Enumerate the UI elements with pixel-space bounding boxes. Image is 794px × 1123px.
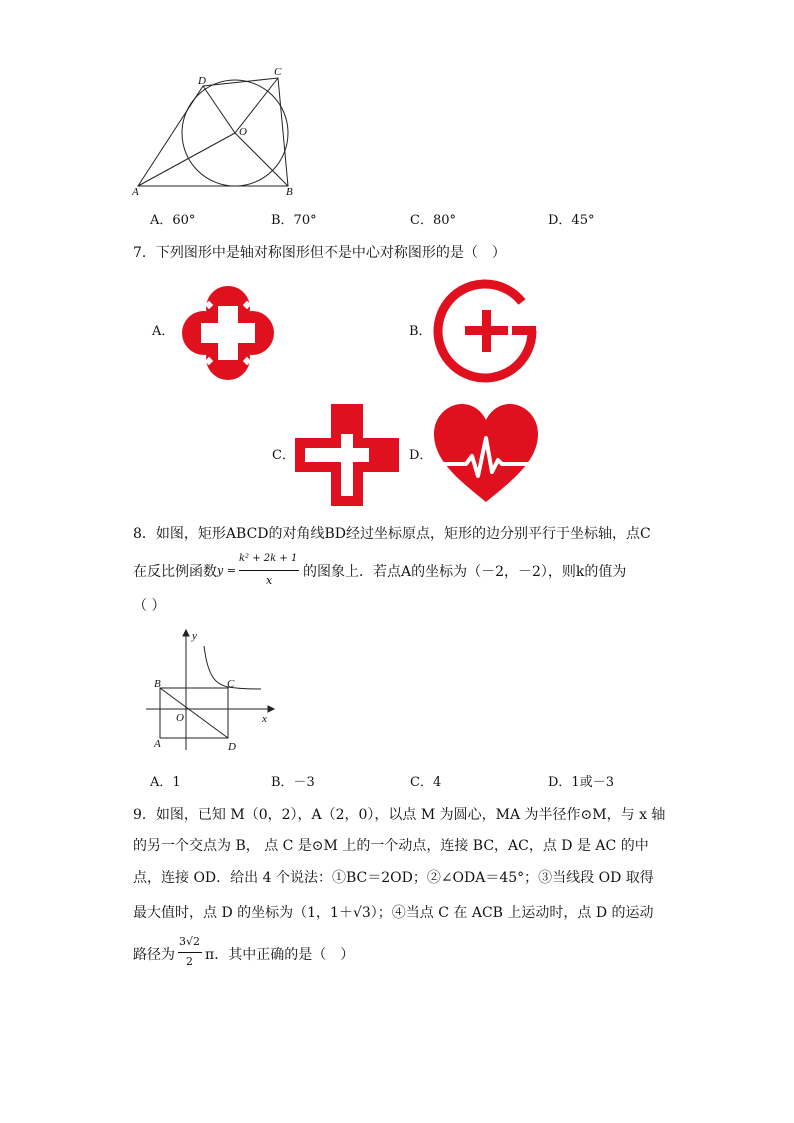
- q9-line4: 最大值时，点 D 的坐标为（1，1＋√3）；④当点 C 在 ACB 上运动时，点 D 的运动: [133, 905, 654, 921]
- y-axis-arrow: [183, 630, 189, 636]
- segment-ao: [138, 133, 235, 186]
- fraction-bar: [178, 952, 202, 953]
- label-b: B: [154, 678, 161, 690]
- fraction-bar: [239, 570, 299, 571]
- q9-line5-prefix: 路径为: [133, 947, 175, 963]
- q8-line2-prefix: 在反比例函数: [133, 564, 217, 580]
- q9-fraction: [177, 935, 205, 975]
- q7-stem: 7．下列图形中是轴对称图形但不是中心对称图形的是（ ）: [133, 245, 506, 261]
- label-d: D: [228, 741, 236, 753]
- label-x: x: [262, 713, 267, 725]
- x-axis-arrow: [268, 706, 274, 712]
- ring-plus-icon[interactable]: [432, 278, 542, 384]
- red-cross-flower-icon[interactable]: [178, 284, 278, 382]
- segment-do: [203, 86, 235, 133]
- q8-line2-suffix: 的图象上．若点A的坐标为（－2，－2），则k的值为: [303, 564, 627, 580]
- q8-option-d[interactable]: D．1或－3: [548, 775, 614, 790]
- q9-line2: 的另一个交点为 B， 点 C 是⊙M 上的一个动点，连接 BC，AC，点 D 是 AC 的中: [133, 838, 649, 854]
- q9-line3: 点，连接 OD．给出 4 个说法：①BC＝2OD；②∠ODA＝45°；③当线段 OD 取得: [133, 870, 654, 886]
- q6-option-b[interactable]: B．70°: [271, 213, 317, 228]
- label-c: C: [227, 678, 235, 690]
- q8-option-b[interactable]: B．－3: [271, 775, 315, 790]
- q8-line1: 8．如图，矩形ABCD的对角线BD经过坐标原点，矩形的边分别平行于坐标轴，点C: [133, 526, 651, 542]
- q7-option-d-label[interactable]: D．: [409, 448, 433, 463]
- q8-option-c[interactable]: C．4: [410, 775, 442, 790]
- formula-y: y =: [217, 564, 236, 577]
- q7-option-c-label[interactable]: C．: [272, 448, 295, 463]
- label-y: y: [192, 630, 197, 642]
- cross-outline-icon[interactable]: [293, 402, 401, 508]
- diagonal-bd: [160, 688, 228, 738]
- segment-oc: [235, 78, 278, 133]
- label-a: A: [154, 738, 161, 750]
- heartbeat-heart-icon[interactable]: [432, 402, 540, 506]
- q8-formula: [217, 552, 307, 592]
- label-o: O: [239, 126, 247, 138]
- formula-denominator: x: [266, 574, 273, 587]
- formula-numerator: k² + 2k + 1: [239, 553, 298, 564]
- q9-line5-suffix: π．其中正确的是（ ）: [205, 947, 355, 963]
- fraction-numerator: 3√2: [179, 935, 201, 948]
- q7-option-b-label[interactable]: B．: [409, 324, 432, 339]
- q6-option-d[interactable]: D．45°: [548, 213, 595, 228]
- label-c: C: [274, 66, 282, 78]
- q8-option-a[interactable]: A．1: [150, 775, 181, 790]
- q8-figure: [146, 628, 276, 754]
- q8-line3: （ ）: [133, 598, 166, 614]
- label-a: A: [132, 186, 139, 197]
- label-b: B: [286, 186, 293, 197]
- label-o: O: [176, 712, 184, 724]
- q6-figure: [128, 62, 303, 197]
- q9-line1: 9．如图，已知 M（0，2），A（2，0），以点 M 为圆心，MA 为半径作⊙M，与 x 轴: [133, 807, 666, 823]
- q6-option-a[interactable]: A．60°: [150, 213, 196, 228]
- q6-option-c[interactable]: C．80°: [410, 213, 456, 228]
- segment-ob: [235, 133, 288, 186]
- fraction-denominator: 2: [186, 955, 193, 968]
- label-d: D: [198, 75, 206, 87]
- q7-option-a-label[interactable]: A．: [152, 324, 175, 339]
